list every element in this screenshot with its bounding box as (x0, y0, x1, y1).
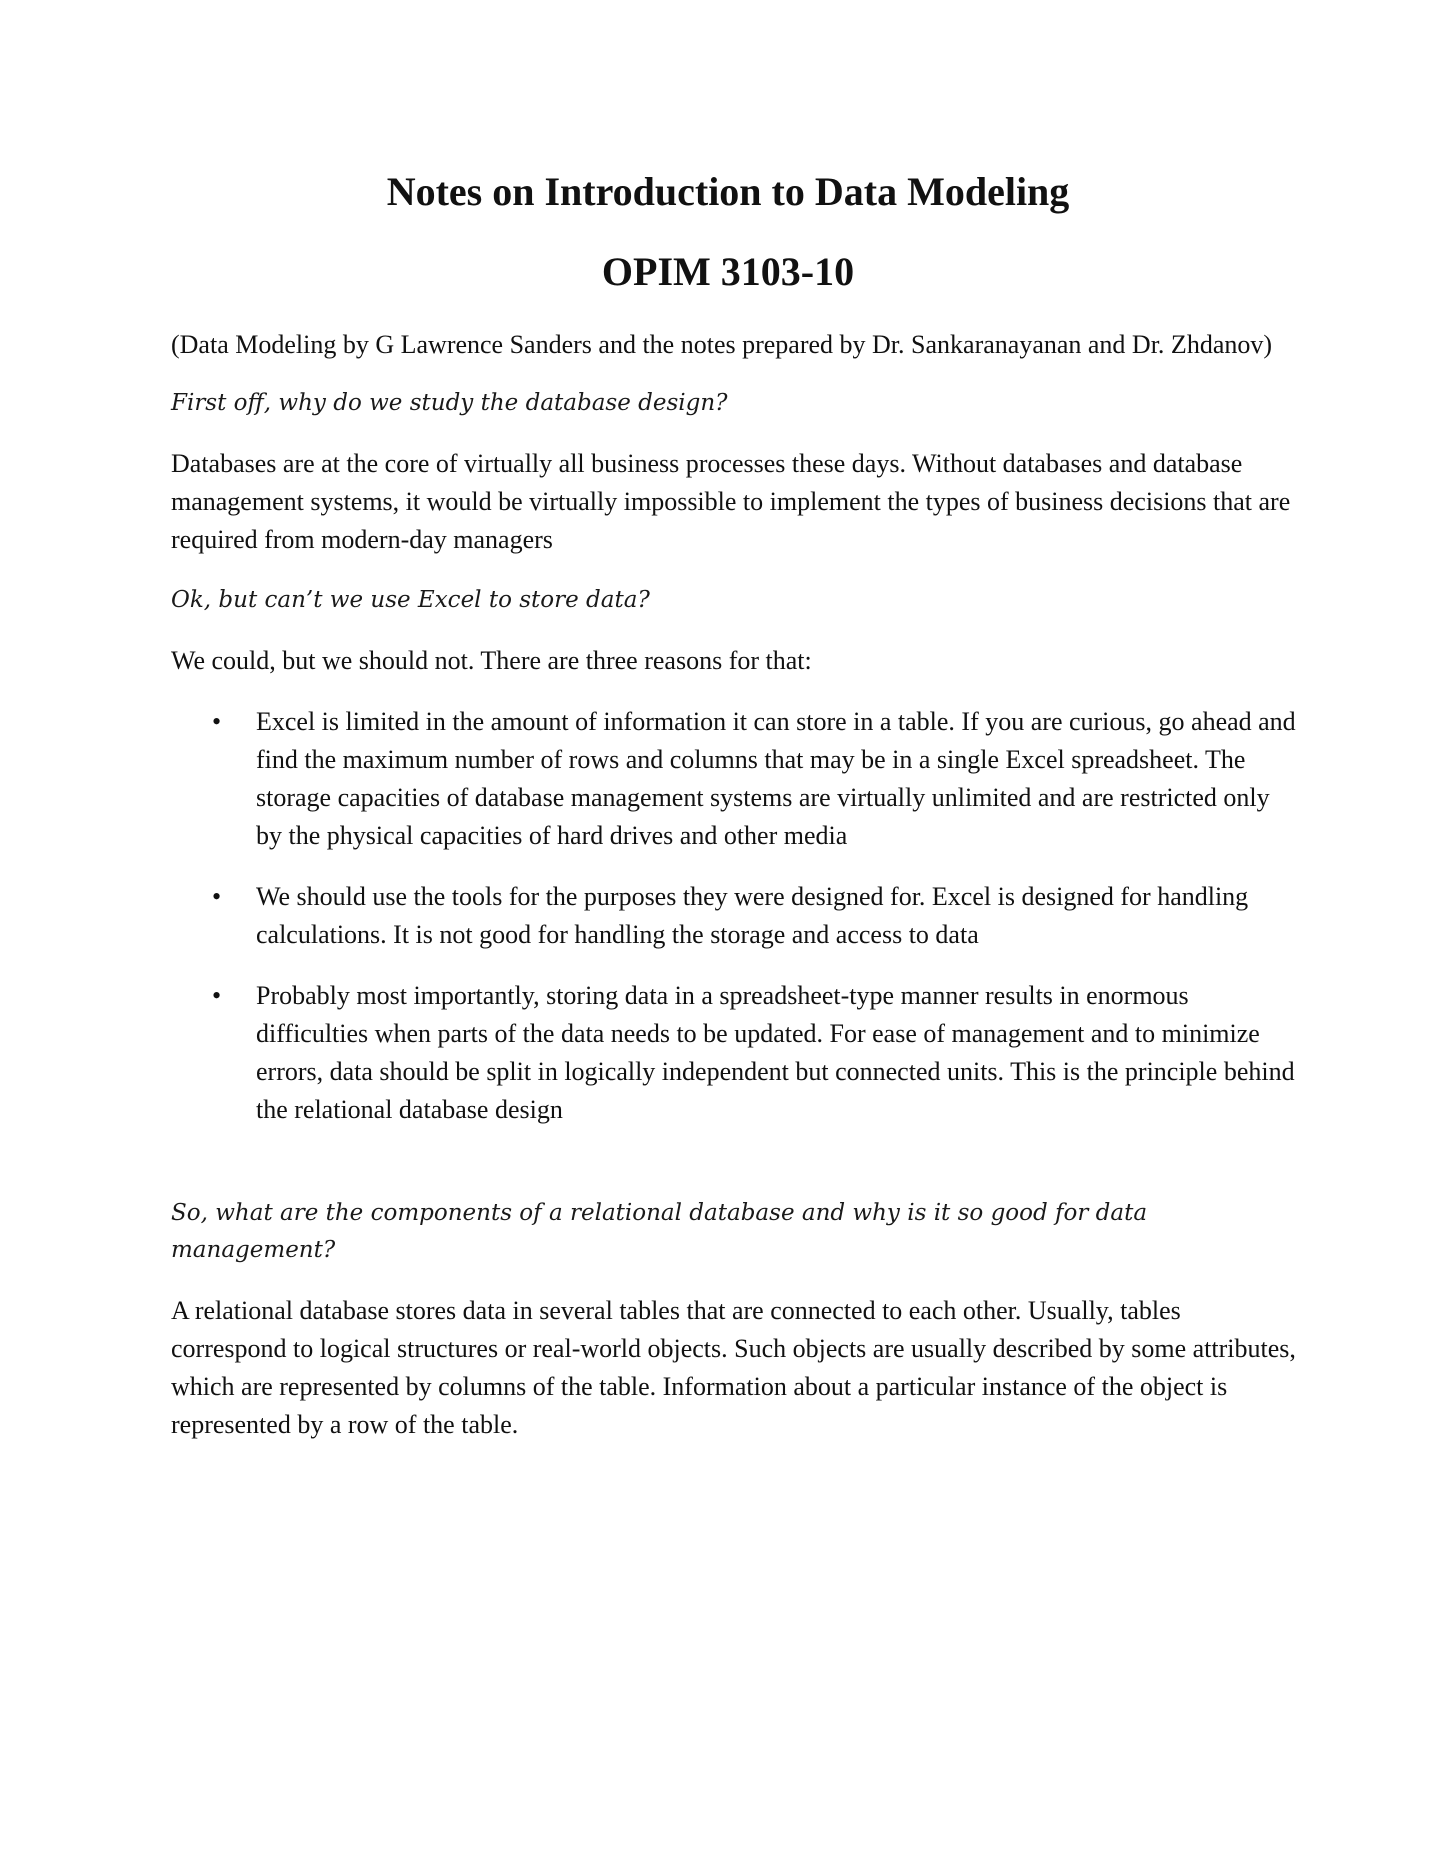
answer-excel-intro: We could, but we should not. There are three reasons for that: (171, 646, 812, 675)
answer-relational-components: A relational database stores data in several tables that are connected to each other. Usually, tables correspond to logical structures or real-world objects. Such objects are usually described by some attributes, which are represented by columns of the table. Information about a particular instance of the object is represented by a row of the table. (171, 1296, 1296, 1439)
question-excel-storage: Ok, but can’t we use Excel to store data? (171, 587, 650, 613)
bullet-icon: • (212, 707, 222, 736)
reason-text: We should use the tools for the purposes they were designed for. Excel is designed for handling calculations. It is not good for handling the storage and access to data (256, 882, 1249, 949)
bullet-icon: • (212, 981, 222, 1010)
answer-why-study-design: Databases are at the core of virtually all business processes these days. Without databases and database management systems, it would be virtually impossible to implement the types of business decisions that are required from modern-day managers (171, 449, 1291, 554)
list-item (171, 878, 1301, 954)
list-item (171, 703, 1301, 855)
reason-text: Probably most importantly, storing data in a spreadsheet-type manner results in enormous difficulties when parts of the data needs to be updated. For ease of management and to minimize errors, data should be split in logically independent but connected units. This is the principle behind the relational database design (256, 981, 1295, 1124)
question-why-study-design: First off, why do we study the database design? (171, 390, 728, 416)
question-relational-components: So, what are the components of a relational database and why is it so good for data management? (171, 1200, 1148, 1263)
document-body (171, 168, 1301, 1444)
list-item (171, 977, 1301, 1129)
document-title: Notes on Introduction to Data Modeling (386, 169, 1070, 214)
reasons-list (171, 703, 1301, 1129)
reason-text: Excel is limited in the amount of information it can store in a table. If you are curious, go ahead and find the maximum number of rows and columns that may be in a single Excel spreadsheet. The storage capacities of database management systems are virtually unlimited and are restricted only by the physical capacities of hard drives and other media (256, 707, 1296, 850)
source-note: (Data Modeling by G Lawrence Sanders and the notes prepared by Dr. Sankaranayanan and Dr. Zhdanov) (171, 330, 1273, 359)
course-code: OPIM 3103-10 (601, 249, 855, 294)
bullet-icon: • (212, 882, 222, 911)
